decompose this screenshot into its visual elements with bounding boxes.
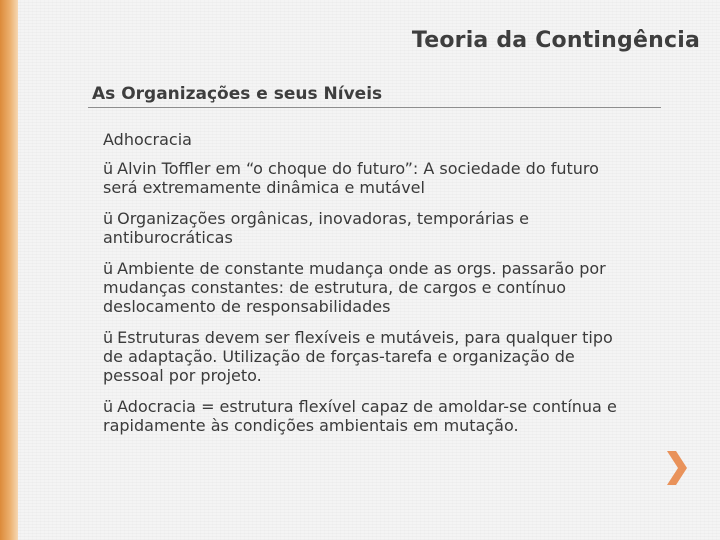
bullet-item	[103, 259, 633, 316]
accent-side-bar	[0, 0, 18, 540]
slide-subtitle: As Organizações e seus Níveis	[92, 84, 383, 104]
slide-title: Teoria da Contingência	[411, 28, 700, 53]
bullet-text: Organizações orgânicas, inovadoras, temporárias e antiburocráticas	[103, 209, 529, 247]
bullet-item	[103, 159, 633, 197]
chevron-right-icon	[664, 448, 690, 488]
bullet-item	[103, 209, 633, 247]
bullet-item	[103, 397, 633, 435]
bullet-text: Estruturas devem ser flexíveis e mutáveis, para qualquer tipo de adaptação. Utilização de forças-tarefa e organização de pessoal por projeto.	[103, 328, 613, 385]
subtitle-divider	[88, 107, 661, 108]
bullet-text: Ambiente de constante mudança onde as orgs. passarão por mudanças constantes: de estrutura, de cargos e contínuo deslocamento de responsabilidades	[103, 259, 606, 316]
checkmark-icon: ü	[103, 259, 114, 278]
checkmark-icon: ü	[103, 328, 114, 347]
checkmark-icon: ü	[103, 397, 114, 416]
bullet-item	[103, 328, 633, 385]
bullet-text: Alvin Toffler em “o choque do futuro”: A sociedade do futuro será extremamente dinâmica e mutável	[103, 159, 599, 197]
section-heading: Adhocracia	[103, 130, 192, 149]
checkmark-icon: ü	[103, 209, 114, 228]
slide-content	[103, 130, 633, 447]
bullet-text: Adocracia = estrutura flexível capaz de amoldar-se contínua e rapidamente às condições ambientais em mutação.	[103, 397, 617, 435]
next-slide-chevron-icon[interactable]	[664, 448, 690, 488]
checkmark-icon: ü	[103, 159, 114, 178]
